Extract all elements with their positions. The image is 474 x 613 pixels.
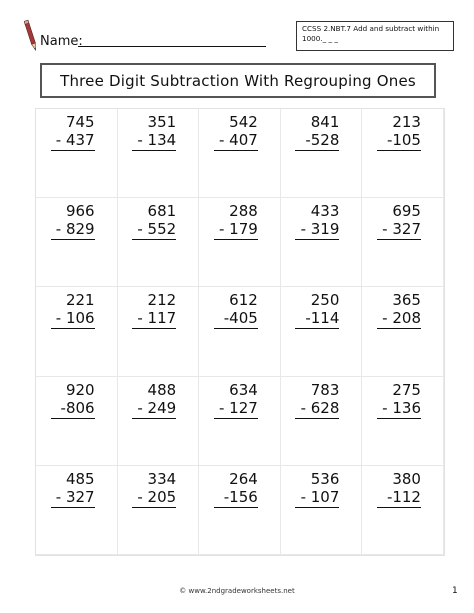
problem-top: 681 xyxy=(147,202,177,221)
problem-bottom: - 829 xyxy=(55,220,95,239)
problem-cell xyxy=(118,109,200,198)
problem-top: 365 xyxy=(392,291,421,310)
problem-top: 634 xyxy=(229,380,258,399)
answer-line xyxy=(295,328,339,329)
problem-bottom: -806 xyxy=(60,398,95,417)
problem-bottom: - 179 xyxy=(218,220,258,239)
problem-cell xyxy=(281,377,363,466)
problem-bottom: -156 xyxy=(223,487,258,506)
problem-top: 612 xyxy=(229,291,258,310)
problem-bottom: - 327 xyxy=(55,487,95,506)
problem-bottom: -405 xyxy=(223,309,258,328)
problem-bottom: -114 xyxy=(305,309,340,328)
problem-top: 351 xyxy=(147,113,177,131)
problem-top: 695 xyxy=(392,202,421,221)
answer-line xyxy=(377,239,421,240)
problem-top: 841 xyxy=(310,113,340,131)
problem-top: 920 xyxy=(65,380,95,399)
problem-cell xyxy=(36,109,118,198)
problem-bottom: -112 xyxy=(386,487,421,506)
problem-bottom: - 249 xyxy=(137,398,177,417)
problem-top: 213 xyxy=(392,113,421,131)
problem-top: 212 xyxy=(147,291,177,310)
problem-bottom: - 106 xyxy=(55,309,95,328)
problem-cell xyxy=(199,287,281,376)
answer-line xyxy=(377,328,421,329)
problem-bottom: - 117 xyxy=(137,309,177,328)
problem-cell xyxy=(362,198,444,287)
problem-cell xyxy=(118,198,200,287)
problem-top: 380 xyxy=(392,469,421,488)
worksheet-title: Three Digit Subtraction With Regrouping Ones xyxy=(40,63,436,98)
problem-top: 221 xyxy=(65,291,95,310)
problem-bottom: - 407 xyxy=(218,131,258,149)
problem-cell xyxy=(362,287,444,376)
problem-bottom: - 107 xyxy=(300,487,340,506)
answer-line xyxy=(295,507,339,508)
answer-line xyxy=(132,418,176,419)
problem-bottom: - 134 xyxy=(137,131,177,149)
answer-line xyxy=(214,507,258,508)
problem-bottom: - 327 xyxy=(382,220,421,239)
problem-bottom: - 136 xyxy=(382,398,421,417)
answer-line xyxy=(214,418,258,419)
name-line[interactable] xyxy=(78,46,266,47)
problem-bottom: - 437 xyxy=(55,131,95,149)
problem-bottom: - 552 xyxy=(137,220,177,239)
problem-cell xyxy=(362,466,444,555)
answer-line xyxy=(132,150,176,151)
name-label: Name: xyxy=(40,34,83,49)
answer-line xyxy=(214,328,258,329)
answer-line xyxy=(51,418,95,419)
answer-line xyxy=(51,239,95,240)
problem-bottom: -105 xyxy=(386,131,421,149)
problem-cell xyxy=(118,466,200,555)
problem-cell xyxy=(36,377,118,466)
problem-top: 966 xyxy=(65,202,95,221)
problem-top: 288 xyxy=(229,202,258,221)
problem-top: 485 xyxy=(65,469,95,488)
problem-cell xyxy=(281,287,363,376)
page-number: 1 xyxy=(452,586,458,596)
problem-top: 536 xyxy=(310,469,340,488)
answer-line xyxy=(132,328,176,329)
problem-bottom: - 628 xyxy=(300,398,340,417)
problem-top: 250 xyxy=(310,291,340,310)
problem-top: 433 xyxy=(310,202,340,221)
answer-line xyxy=(295,239,339,240)
problem-cell xyxy=(199,466,281,555)
problem-cell xyxy=(199,377,281,466)
answer-line xyxy=(132,507,176,508)
answer-line xyxy=(51,150,95,151)
problem-bottom: - 319 xyxy=(300,220,340,239)
problem-cell xyxy=(118,287,200,376)
answer-line xyxy=(214,150,258,151)
problem-top: 275 xyxy=(392,380,421,399)
problem-top: 264 xyxy=(229,469,258,488)
footer-credit: © www.2ndgradeworksheets.net xyxy=(179,587,295,595)
pencil-icon xyxy=(24,18,38,54)
problem-top: 745 xyxy=(65,113,95,131)
answer-line xyxy=(295,418,339,419)
answer-line xyxy=(377,150,421,151)
answer-line xyxy=(377,507,421,508)
answer-line xyxy=(51,507,95,508)
problem-grid xyxy=(35,108,445,556)
answer-line xyxy=(377,418,421,419)
problem-cell xyxy=(362,377,444,466)
problem-cell xyxy=(281,109,363,198)
answer-line xyxy=(51,328,95,329)
problem-cell xyxy=(199,109,281,198)
problem-cell xyxy=(362,109,444,198)
problem-top: 783 xyxy=(310,380,340,399)
problem-bottom: -528 xyxy=(305,131,340,149)
answer-line xyxy=(295,150,339,151)
problem-cell xyxy=(199,198,281,287)
problem-top: 488 xyxy=(147,380,177,399)
problem-bottom: - 127 xyxy=(218,398,258,417)
problem-cell xyxy=(118,377,200,466)
problem-cell xyxy=(36,198,118,287)
problem-top: 334 xyxy=(147,469,177,488)
problem-cell xyxy=(36,287,118,376)
answer-line xyxy=(214,239,258,240)
problem-cell xyxy=(281,198,363,287)
problem-cell xyxy=(36,466,118,555)
problem-top: 542 xyxy=(229,113,258,131)
problem-cell xyxy=(281,466,363,555)
standard-box: CCSS 2.NBT.7 Add and subtract within 1000._ _ _ xyxy=(296,21,454,51)
problem-bottom: - 205 xyxy=(137,487,177,506)
problem-bottom: - 208 xyxy=(382,309,421,328)
answer-line xyxy=(132,239,176,240)
